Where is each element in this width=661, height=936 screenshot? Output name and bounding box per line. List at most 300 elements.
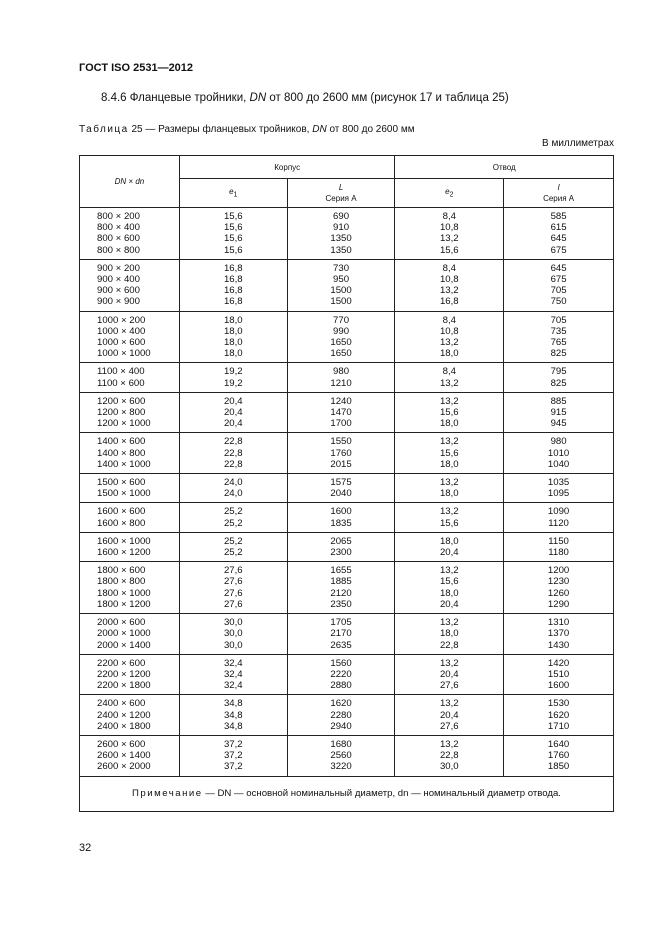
cell-value: 1650 <box>330 337 352 349</box>
cell-value: 705 <box>550 314 567 326</box>
cell-value: 2000 × 600 <box>97 617 146 629</box>
cell-value: 22,8 <box>223 458 243 470</box>
cell-value: 34,8 <box>223 709 243 721</box>
cell-L <box>287 259 395 311</box>
cell-value: 1290 <box>547 598 570 610</box>
cell-e1 <box>179 654 287 695</box>
cell-value: 15,6 <box>439 447 459 459</box>
cell-value: 27,6 <box>223 598 243 610</box>
col-group-branch: Отвод <box>395 156 614 179</box>
cell-value: 30,0 <box>223 639 243 651</box>
cell-value: 675 <box>550 274 567 286</box>
cell-L <box>287 654 395 695</box>
cell-value: 18,0 <box>223 348 243 360</box>
cell-value: 2200 × 1800 <box>97 680 151 692</box>
cell-value: 27,6 <box>223 576 243 588</box>
cell-value: 2280 <box>330 709 352 721</box>
cell-value: 825 <box>550 377 567 389</box>
cell-value: 13,2 <box>439 698 459 710</box>
cell-value: 16,8 <box>223 262 243 274</box>
cell-value: 27,6 <box>223 587 243 599</box>
cell-value: 1040 <box>547 458 570 470</box>
cell-e2 <box>395 532 504 561</box>
cell-value: 1800 × 600 <box>97 565 146 577</box>
cell-value: 770 <box>333 314 350 326</box>
table-row-group <box>80 695 614 736</box>
cell-l <box>504 208 614 260</box>
section-heading <box>101 92 509 104</box>
cell-value: 15,6 <box>223 222 243 234</box>
cell-value: 1640 <box>547 738 570 750</box>
cell-value: 2000 × 1400 <box>97 639 151 651</box>
cell-dn <box>80 363 180 392</box>
cell-value: 20,4 <box>223 395 243 407</box>
cell-value: 1850 <box>547 761 570 773</box>
cell-e2 <box>395 363 504 392</box>
cell-value: 2170 <box>330 628 352 640</box>
cell-value: 2120 <box>330 587 352 599</box>
cell-L <box>287 562 395 614</box>
cell-dn <box>80 259 180 311</box>
table-row-group <box>80 474 614 503</box>
cell-l <box>504 562 614 614</box>
cell-value: 16,8 <box>223 296 243 308</box>
cell-value: 2600 × 2000 <box>97 761 151 773</box>
cell-value: 1885 <box>330 576 352 588</box>
cell-value: 990 <box>333 325 350 337</box>
cell-value: 1500 × 600 <box>97 477 146 489</box>
cell-value: 24,0 <box>223 477 243 489</box>
cell-value: 8,4 <box>442 211 456 222</box>
table-row-group <box>80 532 614 561</box>
cell-value: 16,8 <box>439 296 459 308</box>
cell-dn <box>80 503 180 532</box>
cell-value: 27,6 <box>439 680 459 692</box>
cell-l <box>504 654 614 695</box>
cell-value: 900 × 600 <box>97 285 140 297</box>
col-group-body: Корпус <box>179 156 395 179</box>
cell-value: 1620 <box>330 698 352 710</box>
cell-e2 <box>395 474 504 503</box>
table-row-group <box>80 363 614 392</box>
cell-value: 1800 × 1000 <box>97 587 151 599</box>
cell-value: 750 <box>550 296 567 308</box>
cell-value: 585 <box>550 211 567 222</box>
cell-value: 645 <box>550 233 567 245</box>
cell-value: 1230 <box>547 576 570 588</box>
cell-e2 <box>395 208 504 260</box>
cell-e1 <box>179 392 287 433</box>
cell-L <box>287 311 395 363</box>
cell-value: 1600 × 1200 <box>97 547 151 559</box>
cell-e1 <box>179 562 287 614</box>
cell-value: 1100 × 400 <box>97 366 145 378</box>
cell-value: 1560 <box>330 657 352 669</box>
cell-value: 1760 <box>330 447 352 459</box>
cell-value: 1400 × 1000 <box>97 458 151 470</box>
cell-value: 2600 × 600 <box>97 738 146 750</box>
cell-value: 900 × 900 <box>97 296 140 308</box>
table-caption-number: 25 <box>131 124 143 135</box>
cell-value: 15,6 <box>439 517 459 529</box>
table-header-row <box>80 156 614 179</box>
cell-value: 19,2 <box>223 366 243 378</box>
cell-value: 18,0 <box>439 535 459 547</box>
cell-e2 <box>395 311 504 363</box>
cell-value: 2000 × 1000 <box>97 628 151 640</box>
cell-value: 13,2 <box>439 477 459 489</box>
cell-L <box>287 433 395 474</box>
cell-value: 1800 × 1200 <box>97 598 151 610</box>
cell-value: 1680 <box>330 738 352 750</box>
cell-value: 2300 <box>330 547 352 559</box>
cell-dn <box>80 433 180 474</box>
cell-value: 16,8 <box>223 274 243 286</box>
cell-value: 945 <box>550 418 567 430</box>
cell-value: 20,4 <box>223 407 243 419</box>
cell-value: 1260 <box>547 587 570 599</box>
cell-value: 32,4 <box>223 657 243 669</box>
table-caption-suffix: от 800 до 2600 мм <box>329 124 415 135</box>
cell-L <box>287 474 395 503</box>
cell-value: 13,2 <box>439 657 459 669</box>
table-caption-prefix: — Размеры фланцевых тройников, <box>145 124 310 135</box>
cell-value: 13,2 <box>439 233 459 245</box>
cell-value: 1470 <box>330 407 352 419</box>
table-row-group <box>80 654 614 695</box>
cell-value: 18,0 <box>439 418 459 430</box>
cell-value: 16,8 <box>223 285 243 297</box>
cell-value: 2400 × 1200 <box>97 709 151 721</box>
cell-value: 10,8 <box>439 274 459 286</box>
col-header-L: L Серия А <box>287 179 395 208</box>
cell-value: 1700 <box>330 418 352 430</box>
cell-value: 1035 <box>547 477 570 489</box>
cell-value: 15,6 <box>223 244 243 256</box>
cell-value: 1000 × 400 <box>97 325 146 337</box>
cell-value: 18,0 <box>439 587 459 599</box>
cell-l <box>504 311 614 363</box>
table-note <box>80 776 614 811</box>
cell-e1 <box>179 433 287 474</box>
cell-value: 2200 × 600 <box>97 657 146 669</box>
cell-value: 1200 × 800 <box>97 407 146 419</box>
cell-l <box>504 363 614 392</box>
table-caption-label: Таблица <box>79 124 129 135</box>
cell-e2 <box>395 735 504 776</box>
tee-dimensions-table <box>79 155 614 812</box>
cell-e1 <box>179 311 287 363</box>
cell-l <box>504 392 614 433</box>
table-caption <box>79 124 415 135</box>
note-text: — DN — основной номинальный диаметр, dn — номинальный диаметр отвода. <box>205 787 561 799</box>
cell-l <box>504 259 614 311</box>
cell-value: 900 × 200 <box>97 262 140 274</box>
cell-value: 1350 <box>330 233 352 245</box>
cell-value: 910 <box>333 222 350 234</box>
cell-e1 <box>179 532 287 561</box>
cell-value: 1760 <box>547 750 570 762</box>
cell-value: 1710 <box>547 720 570 732</box>
cell-e1 <box>179 363 287 392</box>
cell-value: 1600 <box>330 506 352 518</box>
cell-value: 13,2 <box>439 285 459 297</box>
cell-value: 950 <box>333 274 350 286</box>
document-header: ГОСТ ISO 2531—2012 <box>79 62 194 74</box>
cell-e1 <box>179 259 287 311</box>
cell-value: 900 × 400 <box>97 274 140 286</box>
cell-value: 13,2 <box>439 565 459 577</box>
section-number: 8.4.6 <box>101 92 127 104</box>
cell-L <box>287 363 395 392</box>
cell-L <box>287 208 395 260</box>
table-row-group <box>80 562 614 614</box>
cell-value: 1600 × 1000 <box>97 535 151 547</box>
cell-value: 1600 <box>547 680 570 692</box>
cell-l <box>504 532 614 561</box>
table-row-group <box>80 614 614 655</box>
cell-L <box>287 392 395 433</box>
cell-value: 1575 <box>330 477 352 489</box>
cell-value: 19,2 <box>223 377 243 389</box>
table-row-group <box>80 735 614 776</box>
cell-dn <box>80 532 180 561</box>
cell-value: 645 <box>550 262 567 274</box>
cell-value: 13,2 <box>439 738 459 750</box>
cell-value: 1600 × 600 <box>97 506 146 518</box>
cell-value: 1010 <box>547 447 570 459</box>
table-row-group <box>80 208 614 260</box>
cell-value: 20,4 <box>439 668 459 680</box>
cell-value: 1350 <box>330 244 352 256</box>
cell-l <box>504 503 614 532</box>
cell-value: 34,8 <box>223 720 243 732</box>
cell-value: 675 <box>550 244 567 256</box>
cell-e1 <box>179 735 287 776</box>
cell-value: 18,0 <box>223 325 243 337</box>
cell-value: 615 <box>550 222 567 234</box>
cell-value: 1100 × 600 <box>97 377 145 389</box>
cell-e1 <box>179 474 287 503</box>
cell-e2 <box>395 654 504 695</box>
cell-value: 1000 × 1000 <box>97 348 151 360</box>
cell-L <box>287 532 395 561</box>
cell-e2 <box>395 614 504 655</box>
cell-value: 32,4 <box>223 680 243 692</box>
cell-value: 1200 <box>547 565 570 577</box>
cell-value: 885 <box>550 395 567 407</box>
cell-value: 30,0 <box>223 617 243 629</box>
cell-value: 2635 <box>330 639 352 651</box>
col-header-l: l Серия А <box>504 179 614 208</box>
cell-value: 980 <box>333 366 350 378</box>
cell-e2 <box>395 433 504 474</box>
cell-value: 2065 <box>330 535 352 547</box>
cell-e2 <box>395 503 504 532</box>
cell-value: 8,4 <box>442 262 456 274</box>
page-number: 32 <box>79 842 92 854</box>
cell-value: 2880 <box>330 680 352 692</box>
cell-value: 15,6 <box>223 233 243 245</box>
cell-value: 27,6 <box>439 720 459 732</box>
cell-L <box>287 614 395 655</box>
section-title-prefix: Фланцевые тройники, <box>129 92 247 104</box>
cell-value: 22,8 <box>439 750 459 762</box>
cell-value: 1000 × 200 <box>97 314 146 326</box>
cell-value: 690 <box>333 211 350 222</box>
cell-value: 15,6 <box>439 576 459 588</box>
cell-value: 37,2 <box>223 738 243 750</box>
cell-e1 <box>179 208 287 260</box>
table-row-group <box>80 311 614 363</box>
cell-value: 1310 <box>547 617 570 629</box>
cell-value: 3220 <box>330 761 352 773</box>
cell-value: 795 <box>550 366 567 378</box>
cell-dn <box>80 562 180 614</box>
section-title-suffix: от 800 до 2600 мм (рисунок 17 и таблица 25) <box>269 92 509 104</box>
cell-value: 34,8 <box>223 698 243 710</box>
cell-value: 2015 <box>330 458 352 470</box>
cell-value: 1655 <box>330 565 352 577</box>
cell-value: 13,2 <box>439 337 459 349</box>
cell-value: 37,2 <box>223 750 243 762</box>
cell-value: 1000 × 600 <box>97 337 146 349</box>
cell-l <box>504 614 614 655</box>
cell-value: 1240 <box>330 395 352 407</box>
cell-value: 25,2 <box>223 547 243 559</box>
cell-value: 800 × 600 <box>97 233 140 245</box>
cell-value: 800 × 200 <box>97 211 140 222</box>
cell-value: 20,4 <box>439 598 459 610</box>
cell-value: 2350 <box>330 598 352 610</box>
cell-e1 <box>179 614 287 655</box>
cell-value: 1370 <box>547 628 570 640</box>
cell-value: 22,8 <box>223 436 243 448</box>
table-caption-dn: DN <box>312 124 327 135</box>
cell-value: 1500 <box>330 285 352 297</box>
cell-value: 2220 <box>330 668 352 680</box>
cell-value: 1150 <box>548 535 569 547</box>
cell-dn <box>80 392 180 433</box>
cell-value: 37,2 <box>223 761 243 773</box>
cell-dn <box>80 735 180 776</box>
cell-value: 1705 <box>330 617 352 629</box>
cell-value: 18,0 <box>439 348 459 360</box>
cell-value: 27,6 <box>223 565 243 577</box>
cell-value: 10,8 <box>439 222 459 234</box>
cell-value: 18,0 <box>439 628 459 640</box>
cell-value: 25,2 <box>223 535 243 547</box>
cell-dn <box>80 695 180 736</box>
cell-value: 825 <box>550 348 567 360</box>
cell-value: 22,8 <box>439 639 459 651</box>
note-label: Примечание <box>132 787 203 799</box>
cell-value: 1430 <box>547 639 570 651</box>
table-row-group <box>80 259 614 311</box>
cell-value: 800 × 800 <box>97 244 140 256</box>
cell-value: 730 <box>333 262 350 274</box>
cell-value: 15,6 <box>439 244 459 256</box>
cell-dn <box>80 654 180 695</box>
cell-value: 1400 × 800 <box>97 447 146 459</box>
cell-value: 13,2 <box>439 506 459 518</box>
cell-value: 20,4 <box>223 418 243 430</box>
cell-value: 2400 × 1800 <box>97 720 151 732</box>
units-label: В миллиметрах <box>542 138 614 149</box>
cell-value: 30,0 <box>439 761 459 773</box>
table-body <box>80 208 614 777</box>
cell-value: 1550 <box>330 436 352 448</box>
cell-value: 1180 <box>548 547 569 559</box>
cell-value: 20,4 <box>439 547 459 559</box>
cell-L <box>287 735 395 776</box>
cell-value: 18,0 <box>223 314 243 326</box>
cell-dn <box>80 311 180 363</box>
cell-value: 1210 <box>330 377 352 389</box>
cell-e1 <box>179 695 287 736</box>
cell-value: 18,0 <box>439 488 459 500</box>
cell-value: 2200 × 1200 <box>97 668 151 680</box>
cell-L <box>287 695 395 736</box>
cell-dn <box>80 474 180 503</box>
cell-value: 13,2 <box>439 617 459 629</box>
cell-e2 <box>395 695 504 736</box>
table-note-row <box>80 776 614 811</box>
cell-value: 2600 × 1400 <box>97 750 151 762</box>
cell-value: 1200 × 600 <box>97 395 146 407</box>
cell-e2 <box>395 562 504 614</box>
cell-value: 30,0 <box>223 628 243 640</box>
cell-l <box>504 474 614 503</box>
cell-value: 1500 <box>330 296 352 308</box>
table-row-group <box>80 503 614 532</box>
cell-value: 25,2 <box>223 506 243 518</box>
cell-value: 1500 × 1000 <box>97 488 151 500</box>
col-header-e2: $e_2$ <box>395 179 504 208</box>
col-header-e1: $e_1$ <box>179 179 287 208</box>
cell-value: 8,4 <box>442 366 456 378</box>
cell-value: 20,4 <box>439 709 459 721</box>
cell-value: 1835 <box>330 517 352 529</box>
cell-value: 1620 <box>547 709 570 721</box>
cell-value: 765 <box>550 337 567 349</box>
cell-value: 1420 <box>547 657 570 669</box>
cell-value: 13,2 <box>439 395 459 407</box>
cell-value: 25,2 <box>223 517 243 529</box>
cell-value: 13,2 <box>439 377 459 389</box>
cell-value: 1600 × 800 <box>97 517 146 529</box>
cell-value: 1510 <box>547 668 570 680</box>
cell-value: 15,6 <box>439 407 459 419</box>
cell-value: 24,0 <box>223 488 243 500</box>
cell-value: 1090 <box>547 506 570 518</box>
cell-value: 2940 <box>330 720 352 732</box>
cell-value: 1400 × 600 <box>97 436 146 448</box>
cell-value: 32,4 <box>223 668 243 680</box>
cell-value: 18,0 <box>439 458 459 470</box>
cell-dn <box>80 614 180 655</box>
cell-value: 915 <box>550 407 567 419</box>
cell-value: 800 × 400 <box>97 222 140 234</box>
section-dn: DN <box>249 92 267 104</box>
cell-value: 13,2 <box>439 436 459 448</box>
cell-value: 2040 <box>330 488 352 500</box>
cell-value: 2400 × 600 <box>97 698 146 710</box>
cell-value: 18,0 <box>223 337 243 349</box>
cell-l <box>504 735 614 776</box>
cell-value: 980 <box>550 436 567 448</box>
cell-value: 15,6 <box>223 211 243 222</box>
